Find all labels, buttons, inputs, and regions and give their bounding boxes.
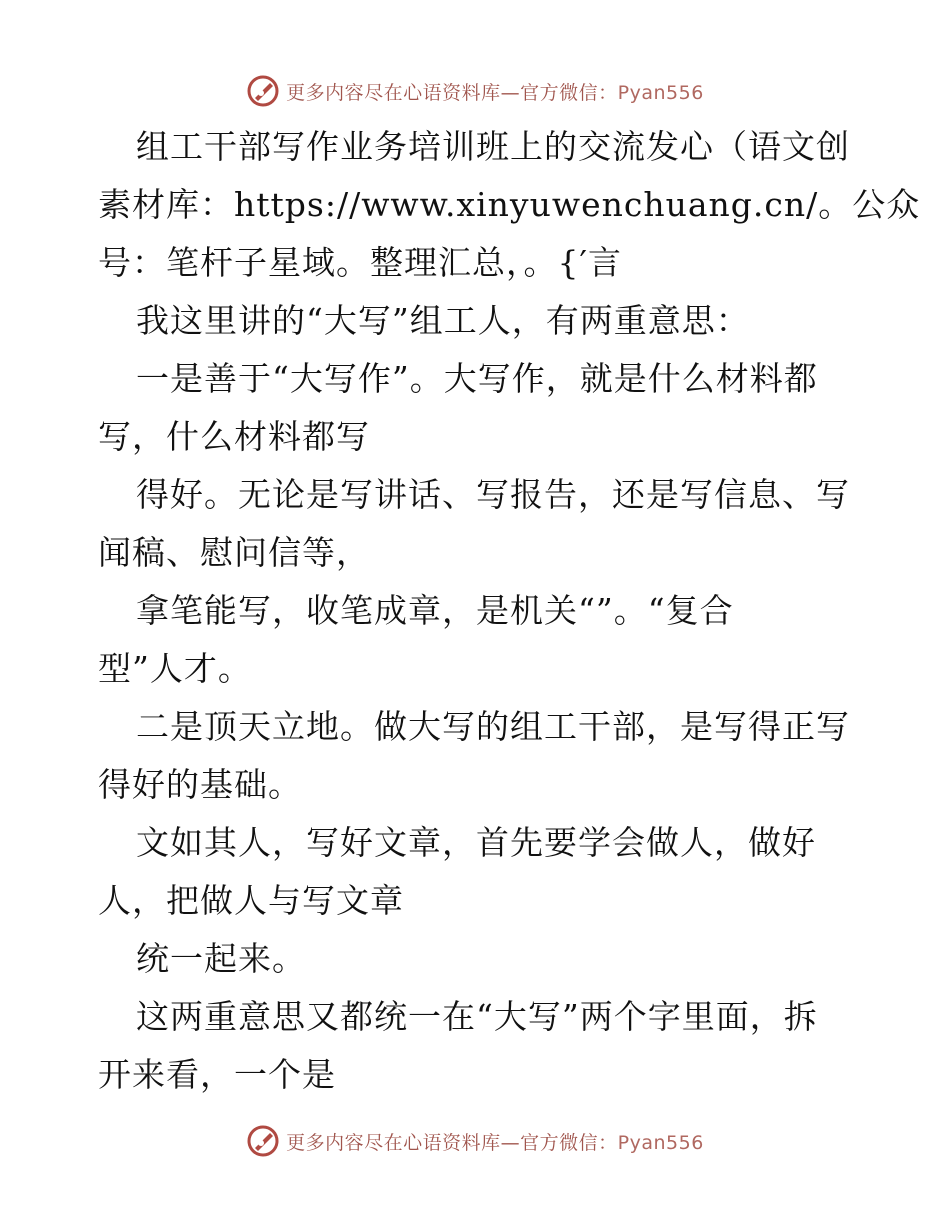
paragraph-line: 文如其人，写好文章，首先要学会做人，做好 xyxy=(136,823,816,862)
paragraph-line: 这两重意思又都统一在“大写”两个字里面，拆 xyxy=(136,997,818,1036)
paragraph-line: 型”人才。 xyxy=(98,649,252,688)
paragraph-line: 写，什么材料都写 xyxy=(98,417,370,456)
seal-logo-icon xyxy=(246,1124,280,1158)
paragraph-line: 得好。无论是写讲话、写报告，还是写信息、写 xyxy=(136,475,850,514)
seal-logo-icon xyxy=(246,74,280,108)
paragraph-line: 开来看，一个是 xyxy=(98,1055,336,1094)
paragraph-line: 统一起来。 xyxy=(136,939,306,978)
paragraph-line: 素材库：https://www.xinyuwenchuang.cn/。公众 xyxy=(98,185,921,224)
footer-watermark-banner xyxy=(0,1124,950,1158)
header-wechat-id: Pyan556 xyxy=(617,81,704,104)
paragraph-line: 一是善于“大写作”。大写作，就是什么材料都 xyxy=(136,359,818,398)
paragraph-line: 得好的基础。 xyxy=(98,765,302,804)
paragraph-line: 闻稿、慰问信等， xyxy=(98,533,370,572)
footer-banner-text: 更多内容尽在心语资料库—官方微信：Pyan556 xyxy=(286,1131,704,1154)
paragraph-line: 人，把做人与写文章 xyxy=(98,881,404,920)
footer-wechat-id: Pyan556 xyxy=(617,1131,704,1154)
paragraph-line: 我这里讲的“大写”组工人，有两重意思： xyxy=(136,301,750,340)
document-body xyxy=(98,118,921,1104)
header-banner-text: 更多内容尽在心语资料库—官方微信：Pyan556 xyxy=(286,81,704,104)
paragraph-line: 二是顶天立地。做大写的组工干部，是写得正写 xyxy=(136,707,850,746)
paragraph-line: 号：笔杆子星域。整理汇总，。{′言 xyxy=(98,243,622,282)
header-watermark-banner xyxy=(0,74,950,108)
paragraph-line: 拿笔能写，收笔成章，是机关“”。“复合 xyxy=(136,591,734,630)
paragraph-line: 组工干部写作业务培训班上的交流发心（语文创 xyxy=(136,127,850,166)
